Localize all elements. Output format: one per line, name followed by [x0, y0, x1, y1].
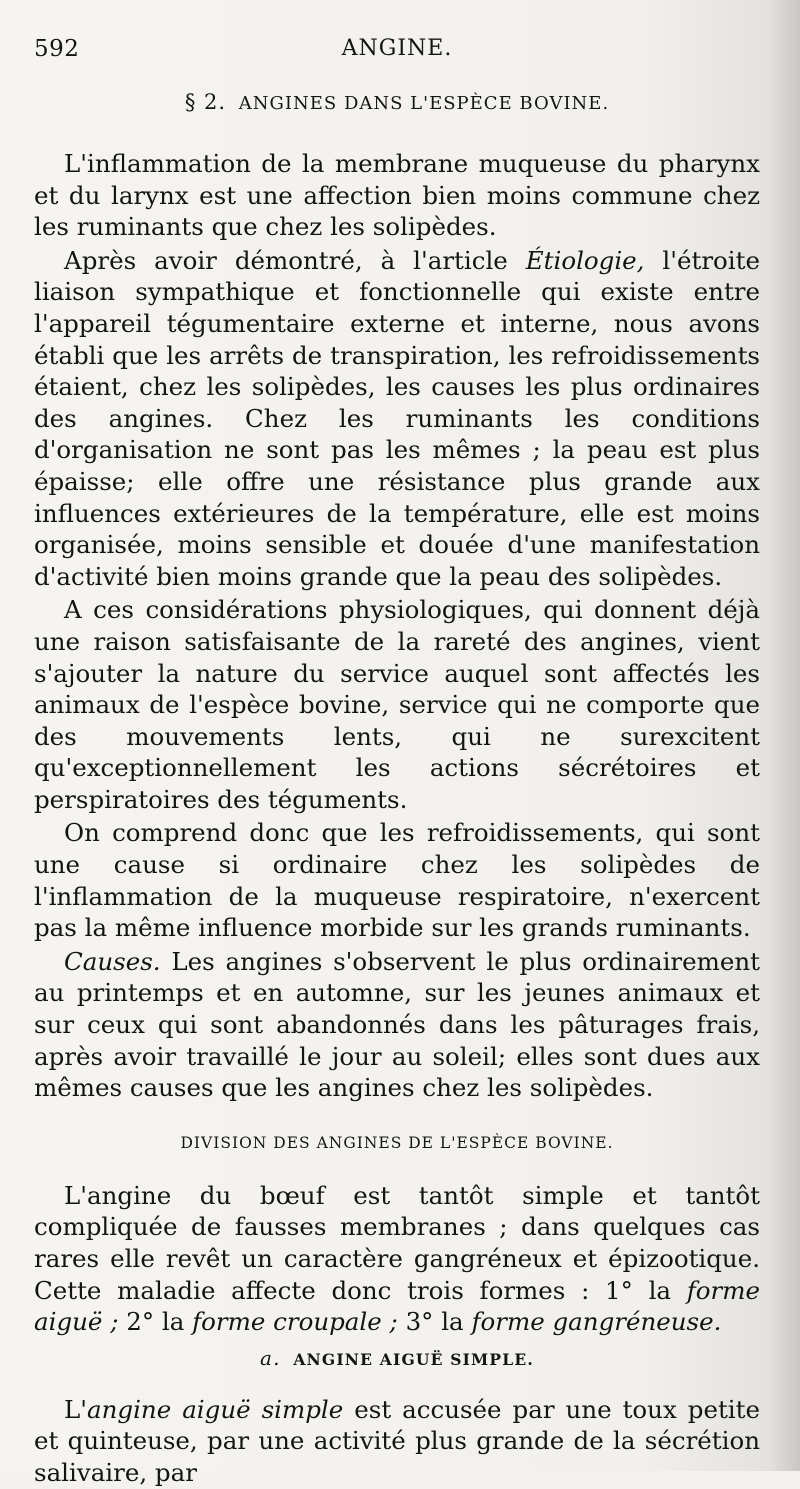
- division-heading: DIVISION DES ANGINES DE L'ESPÈCE BOVINE.: [180, 1133, 614, 1152]
- form-1: forme aiguë ;: [34, 1275, 760, 1337]
- subheading-title: ANGINE AIGUË SIMPLE.: [293, 1349, 534, 1369]
- paragraph-1: L'inflammation de la membrane muqueuse du pharynx et du larynx est une affection bien moins commune chez les ruminants que chez les solipèdes.: [34, 149, 760, 242]
- last-italic: angine aiguë simple: [87, 1394, 344, 1424]
- paragraph-2-rest: l'étroite liaison sympathique et fonctionnelle qui existe entre l'appareil tégumentaire externe et interne, nous avons établi que les arrêts de transpiration, les refroidissements étaient, chez les solipèdes, les causes les plus ordinaires des angines. Chez les ruminants les conditions d'organisation ne sont pas les mêmes ; la peau est plus épaisse; elle offre une résistance plus grande aux influences extérieures de la température, elle est moins organisée, moins sensible et douée d'une manifestation d'activité bien moins grande que la peau des solipèdes.: [34, 245, 760, 591]
- section-number: § 2.: [184, 90, 227, 114]
- paragraph-causes: [34, 946, 760, 1104]
- page-header: [34, 28, 760, 68]
- causes-label: Causes.: [64, 946, 161, 976]
- last-start: L': [64, 1394, 88, 1424]
- paragraph-4: On comprend donc que les refroidissements, qui sont une cause si ordinaire chez les solipèdes de l'inflammation de la muqueuse respiratoire, n'exercent pas la même influence morbide sur les grands ruminants.: [34, 818, 760, 943]
- subheading-angine-aigue: [34, 1346, 760, 1370]
- section-title: [34, 90, 760, 114]
- paragraph-2-start: Après avoir démontré, à l'article: [64, 245, 526, 275]
- causes-text: Les angines s'observent le plus ordinairement au printemps et en automne, sur les jeunes animaux et sur ceux qui sont abandonnés dans les pâturages frais, après avoir travaillé le jour au soleil; elles sont dues aux mêmes causes que les angines chez les solipèdes.: [34, 946, 760, 1103]
- form-2: forme croupale ;: [192, 1307, 398, 1337]
- section-title-text: ANGINES DANS L'ESPÈCE BOVINE.: [238, 93, 610, 114]
- paragraph-last: [34, 1394, 760, 1489]
- division-mid-2: 3° la: [397, 1307, 472, 1337]
- form-3: forme gangréneuse.: [471, 1307, 722, 1337]
- page-number: 592: [34, 36, 80, 62]
- paragraph-division: [34, 1180, 760, 1338]
- paragraph-2: [34, 245, 760, 593]
- last-rest: est accusée par une toux petite et quinteuse, par une activité plus grande de la sécrétion salivaire, par: [34, 1394, 760, 1487]
- running-head: ANGINE.: [341, 36, 453, 61]
- subheading-letter: a.: [260, 1345, 281, 1370]
- paragraph-3: A ces considérations physiologiques, qui donnent déjà une raison satisfaisante de la rareté des angines, vient s'ajouter la nature du service auquel sont affectés les animaux de l'espèce bovine, service qui ne comporte que des mouvements lents, qui ne surexcitent qu'exceptionnellement les actions sécrétoires et perspiratoires des téguments.: [34, 595, 760, 814]
- etiologie-italic: Étiologie,: [525, 245, 645, 275]
- division-mid-1: 2° la: [118, 1307, 193, 1337]
- division-text: L'angine du bœuf est tantôt simple et tantôt compliquée de fausses membranes ; dans quelques cas rares elle revêt un caractère gangréneux et épizootique. Cette maladie affecte donc trois formes : 1° la: [34, 1180, 760, 1305]
